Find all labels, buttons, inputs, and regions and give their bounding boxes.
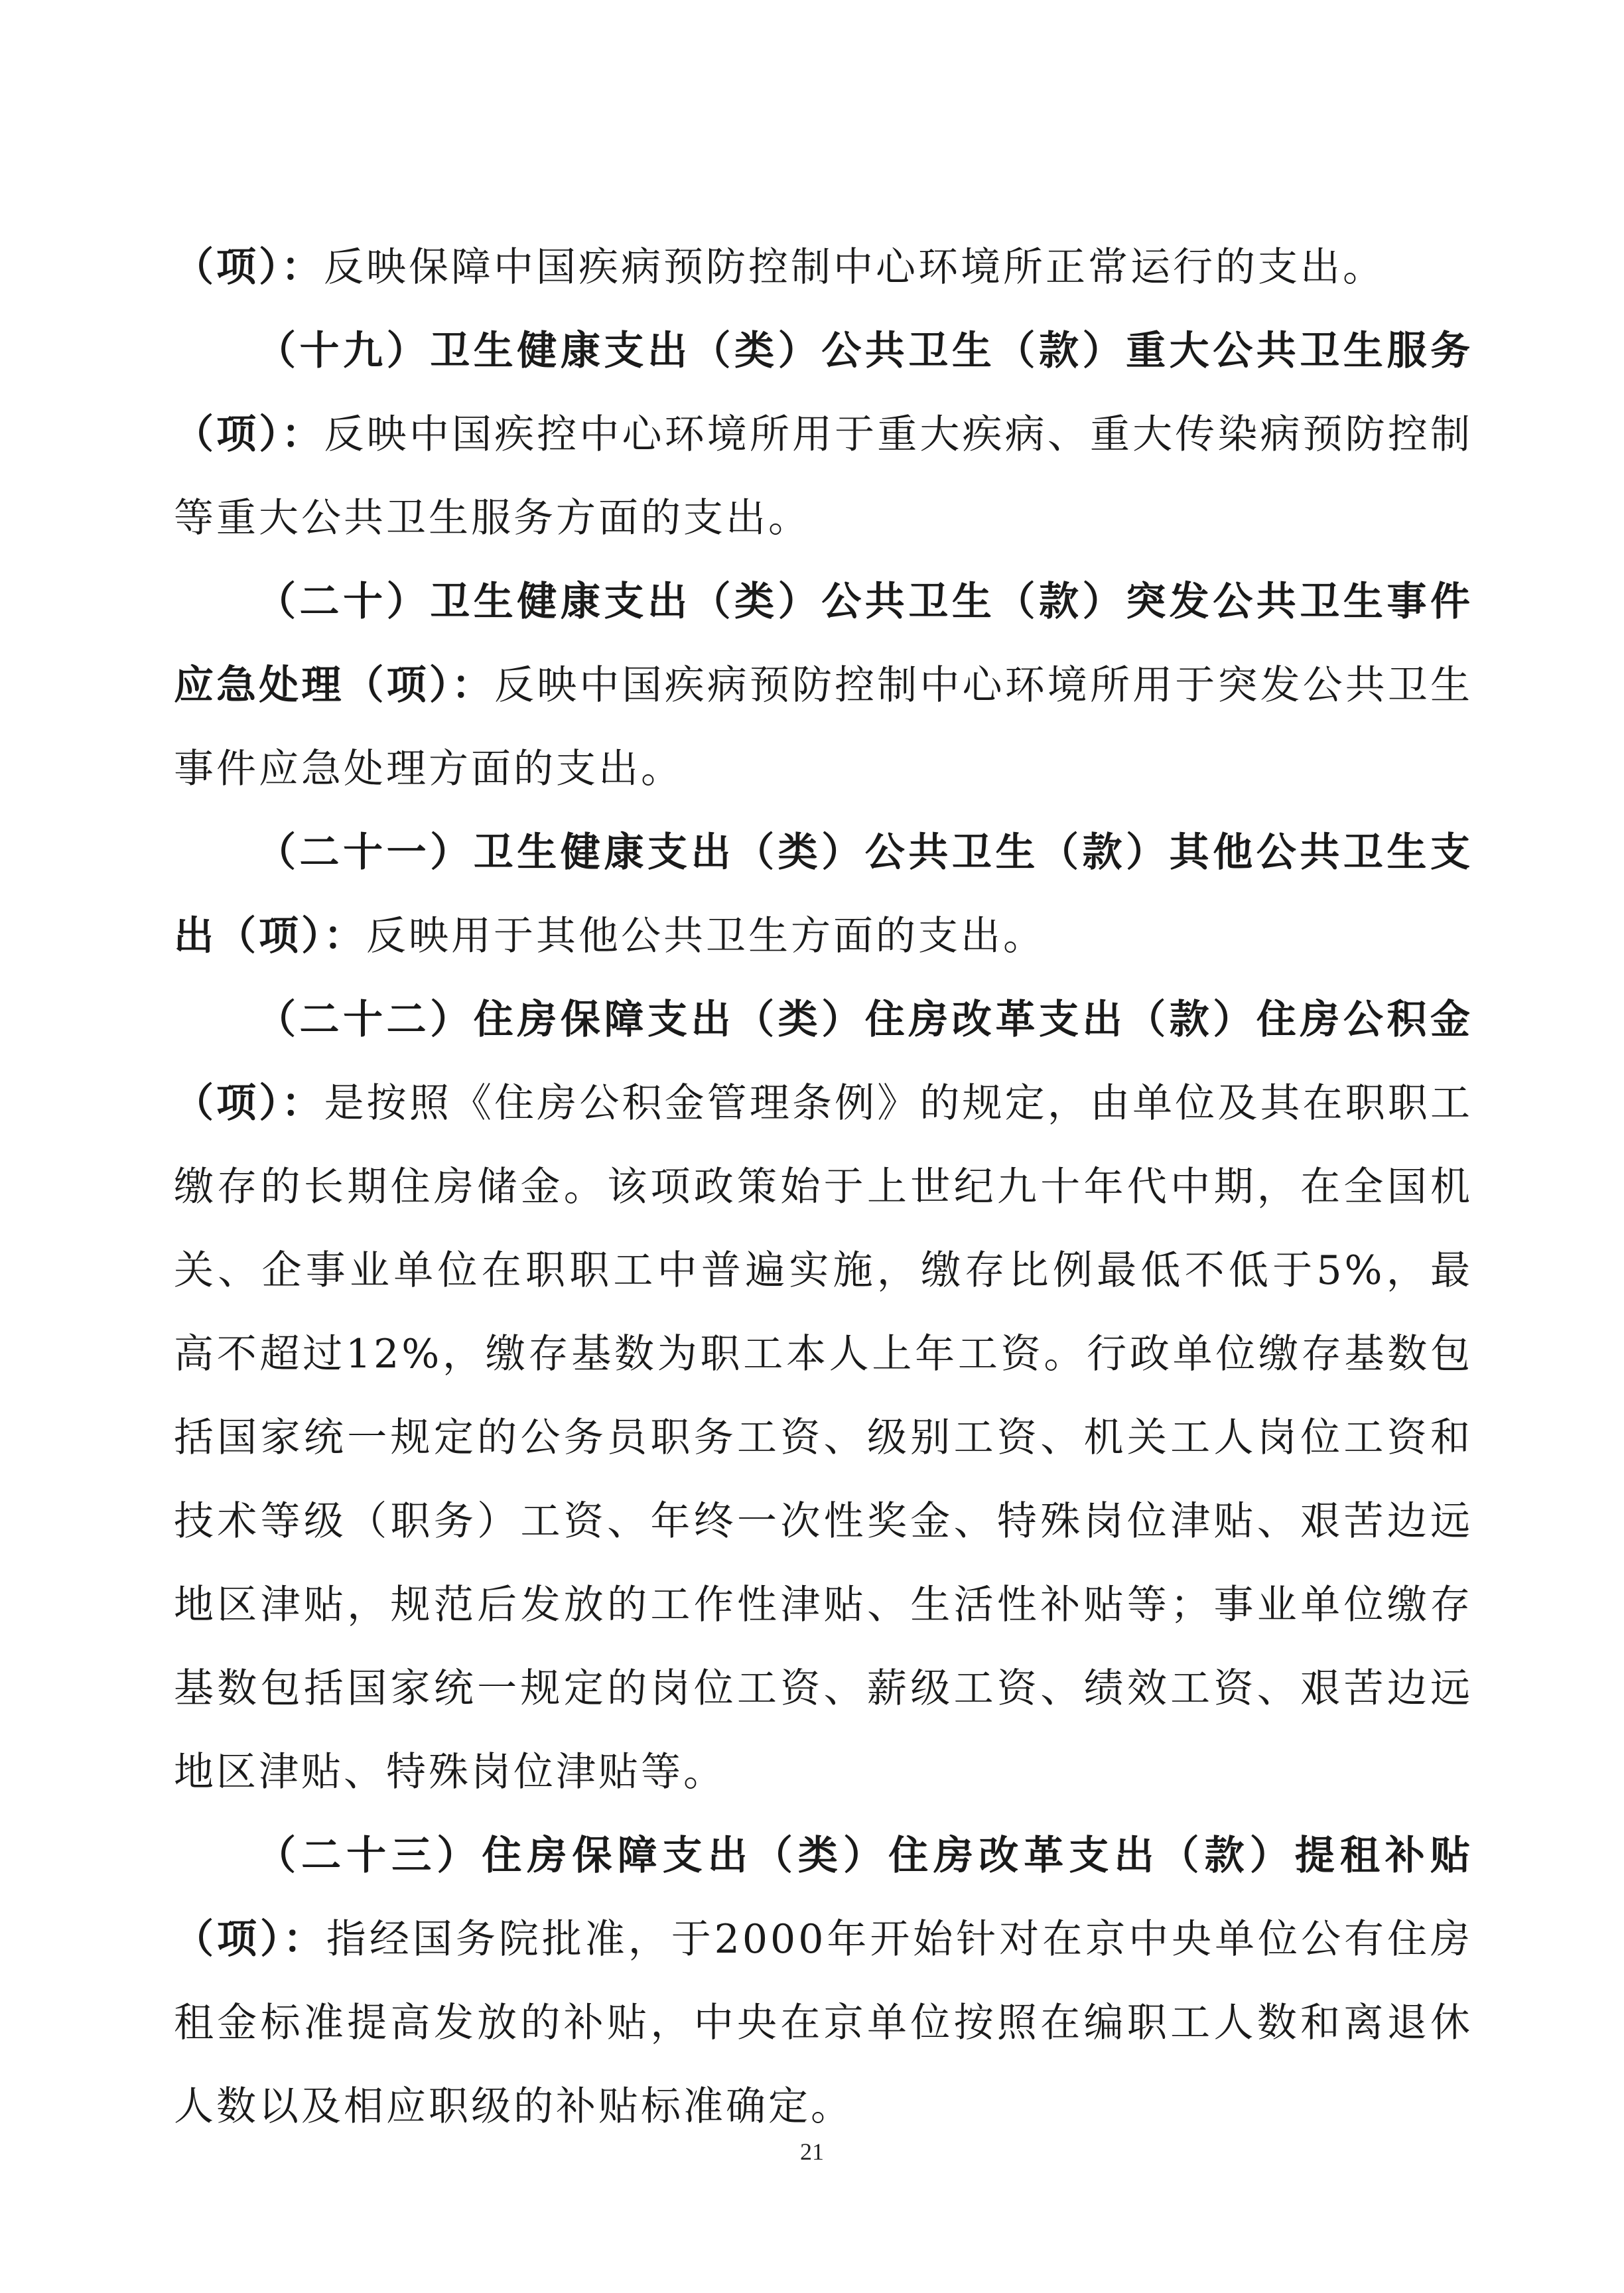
paragraph-heading: （十九）卫生健康支出（类）公共卫生（款）重大公共卫生服务（项）：: [174, 328, 1473, 458]
paragraph-21: [174, 811, 1473, 978]
paragraph-text: 反映中国疾病预防控制中心环境所用于突发公共卫生事件应急处理方面的支出。: [174, 662, 1473, 792]
paragraph-heading: （二十二）住房保障支出（类）住房改革支出（款）住房公积金（项）：: [174, 997, 1473, 1127]
paragraph-heading: （项）：: [174, 244, 324, 291]
paragraph-heading: （二十三）住房保障支出（类）住房改革支出（款）提租补贴（项）：: [174, 1833, 1473, 1963]
paragraph-text: 指经国务院批准，于2000年开始针对在京中央单位公有住房租金标准提高发放的补贴，中央在京单位按照在编职工人数和离退休人数以及相应职级的补贴标准确定。: [174, 1916, 1473, 2130]
paragraph-22: [174, 978, 1473, 1814]
paragraph-text: 是按照《住房公积金管理条例》的规定，由单位及其在职职工缴存的长期住房储金。该项政策始于上世纪九十年代中期，在全国机关、企事业单位在职职工中普遍实施，缴存比例最低不低于5%，最高不超过12%，缴存基数为职工本人上年工资。行政单位缴存基数包括国家统一规定的公务员职务工资、级别工资、机关工人岗位工资和技术等级（职务）工资、年终一次性奖金、特殊岗位津贴、艰苦边远地区津贴，规范后发放的工作性津贴、生活性补贴等；事业单位缴存基数包括国家统一规定的岗位工资、薪级工资、绩效工资、艰苦边远地区津贴、特殊岗位津贴等。: [174, 1080, 1473, 1795]
paragraph-23: [174, 1814, 1473, 2148]
paragraph-text: 反映用于其他公共卫生方面的支出。: [366, 913, 1046, 959]
body-text: [174, 226, 1473, 2148]
paragraph-text: 反映中国疾控中心环境所用于重大疾病、重大传染病预防控制等重大公共卫生服务方面的支出。: [174, 411, 1473, 541]
paragraph-18-continued: [174, 226, 1473, 309]
paragraph-heading: （二十一）卫生健康支出（类）公共卫生（款）其他公共卫生支出（项）：: [174, 829, 1473, 959]
paragraph-heading: （二十）卫生健康支出（类）公共卫生（款）突发公共卫生事件应急处理（项）：: [174, 579, 1473, 709]
paragraph-20: [174, 560, 1473, 811]
paragraph-19: [174, 309, 1473, 560]
paragraph-text: 反映保障中国疾病预防控制中心环境所正常运行的支出。: [324, 244, 1385, 291]
page-number: 21: [800, 2138, 824, 2165]
